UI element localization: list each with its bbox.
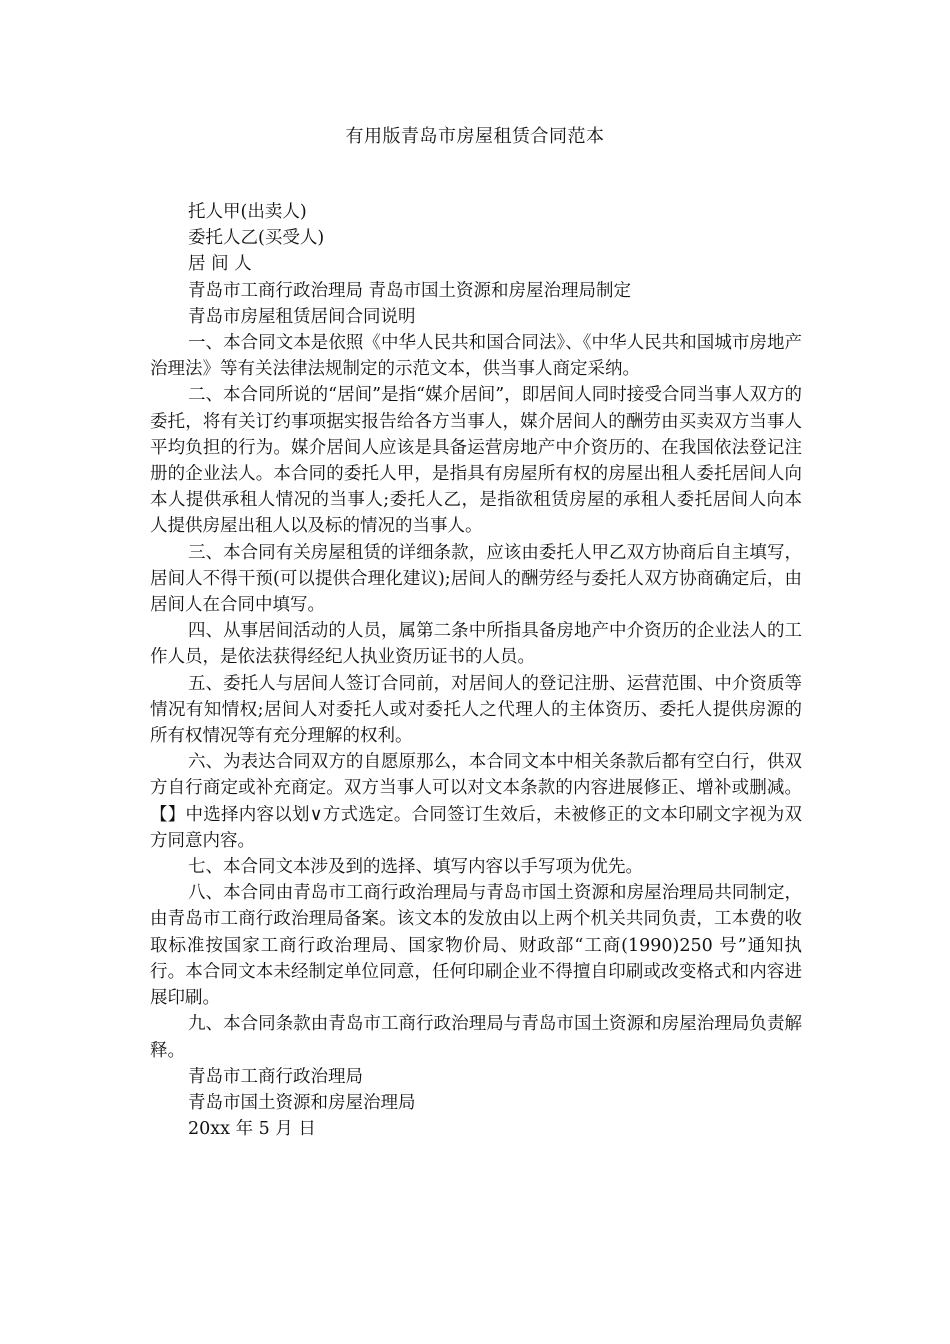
clause-3: 三、本合同有关房屋租赁的详细条款，应该由委托人甲乙双方协商后自主填写，居间人不得干预(可以提供合理化建议);居间人的酬劳经与委托人双方协商确定后，由居间人在合同中填写。 [150, 542, 802, 616]
party-b-line: 委托人乙(买受人) [188, 228, 325, 249]
issuer-line: 青岛市工商行政治理局 青岛市国土资源和房屋治理局制定 [188, 280, 632, 301]
clause-9: 九、本合同条款由青岛市工商行政治理局与青岛市国土资源和房屋治理局负责解释。 [150, 1014, 802, 1061]
clause-1: 一、本合同文本是依照《中华人民共和国合同法》、《中华人民共和国城市房地产治理法》等有关法律法规制定的示范文本，供当事人商定采纳。 [150, 333, 802, 380]
clause-7: 七、本合同文本涉及到的选择、填写内容以手写项为优先。 [188, 857, 643, 878]
document-date: 20xx 年 5 月 日 [188, 1119, 316, 1140]
intermediary-line: 居 间 人 [188, 254, 252, 275]
clause-8: 八、本合同由青岛市工商行政治理局与青岛市国土资源和房屋治理局共同制定，由青岛市工商行政治理局备案。该文本的发放由以上两个机关共同负责，工本费的收取标准按国家工商行政治理局、国家物价局、财政部“工商(1990)250 号”通知执行。本合同文本未经制定单位同意，任何印刷企业不得擅自印刷或改变格式和内容进展印刷。 [150, 883, 802, 1009]
signature-land-housing-bureau: 青岛市国土资源和房屋治理局 [188, 1092, 416, 1113]
clause-6: 六、为表达合同双方的自愿原那么，本合同文本中相关条款后都有空白行，供双方自行商定或补充商定。双方当事人可以对文本条款的内容进展修正、增补或删减。【】中选择内容以划∨方式选定。合同签订生效后，未被修正的文本印刷文字视为双方同意内容。 [150, 752, 802, 851]
document-subtitle: 青岛市房屋租赁居间合同说明 [188, 306, 416, 327]
party-a-line: 托人甲(出卖人) [188, 202, 307, 222]
signature-commerce-bureau: 青岛市工商行政治理局 [188, 1066, 363, 1087]
clause-4: 四、从事居间活动的人员，属第二条中所指具备房地产中介资历的企业法人的工作人员，是依法获得经纪人执业资历证书的人员。 [150, 621, 802, 668]
clause-5: 五、委托人与居间人签订合同前，对居间人的登记注册、运营范围、中介资质等情况有知情权;居间人对委托人或对委托人之代理人的主体资历、委托人提供房源的所有权情况等有充分理解的权利。 [150, 673, 802, 747]
clause-2: 二、本合同所说的“居间”是指“媒介居间”，即居间人同时接受合同当事人双方的委托，将有关订约事项据实报告给各方当事人，媒介居间人的酬劳由买卖双方当事人平均负担的行为。媒介居间人应该是具备运营房地产中介资历的、在我国依法登记注册的企业法人。本合同的委托人甲，是指具有房屋所有权的房屋出租人委托居间人向本人提供承租人情况的当事人;委托人乙，是指欲租赁房屋的承租人委托居间人向本人提供房屋出租人以及标的情况的当事人。 [150, 385, 802, 537]
document-body [150, 199, 802, 1142]
document-title: 有用版青岛市房屋租赁合同范本 [345, 126, 605, 147]
